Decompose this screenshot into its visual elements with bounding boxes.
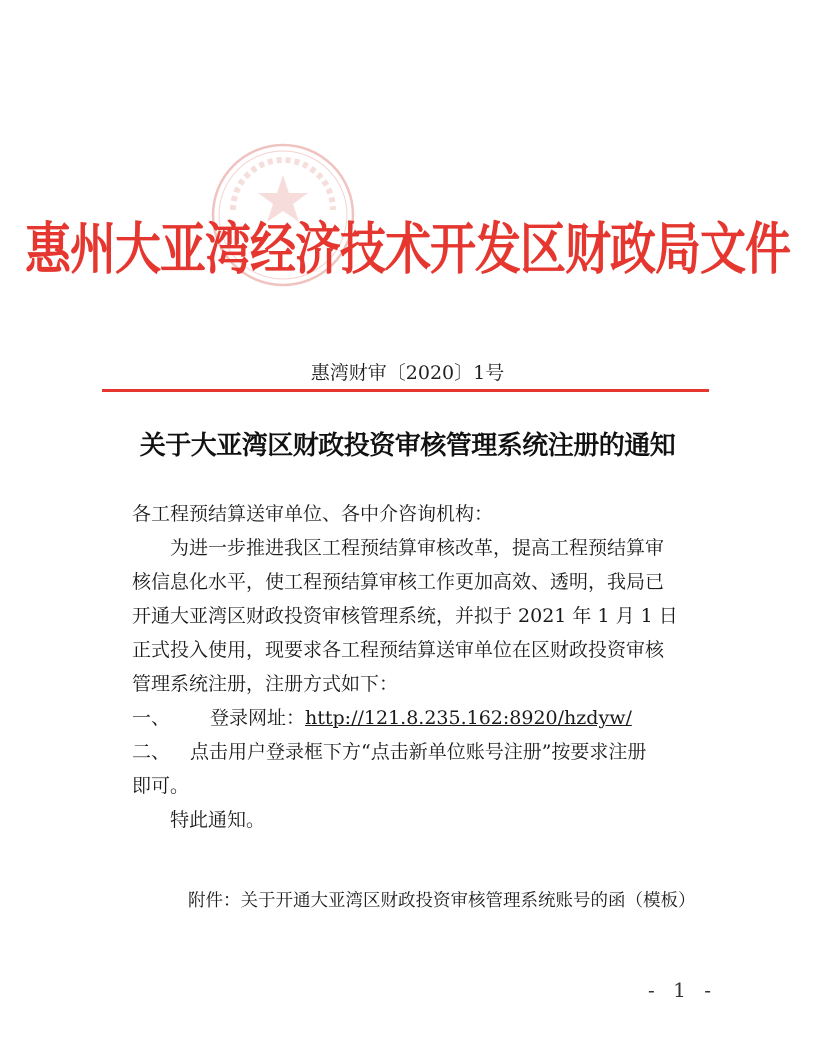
item-2-text: 点击用户登录框下方“点击新单位账号注册”按要求注册 xyxy=(190,741,647,763)
list-item-1 xyxy=(132,701,712,735)
document-number: 惠湾财审〔2020〕1号 xyxy=(310,362,505,384)
paragraph-line-2: 核信息化水平，使工程预结算审核工作更加高效、透明，我局已 xyxy=(132,571,665,593)
notice-body xyxy=(132,497,712,837)
item-2-label: 二、 xyxy=(132,741,171,763)
attachment-line: 附件：关于开通大亚湾区财政投资审核管理系统账号的函（模板） xyxy=(188,891,696,911)
recipients-line: 各工程预结算送审单位、各中介咨询机构： xyxy=(132,503,494,525)
list-item-2-continued: 即可。 xyxy=(132,775,190,797)
paragraph-line-3: 开通大亚湾区财政投资审核管理系统，并拟于 2021 年 1 月 1 日 xyxy=(132,605,678,627)
item-1-prefix: 登录网址： xyxy=(210,707,306,729)
closing-line: 特此通知。 xyxy=(170,809,266,831)
issuer-header-title: 惠州大亚湾经济技术开发区财政局文件 xyxy=(25,215,790,282)
paragraph-line-5: 管理系统注册，注册方式如下： xyxy=(132,673,399,695)
page-number: - 1 - xyxy=(648,978,717,1002)
notice-title: 关于大亚湾区财政投资审核管理系统注册的通知 xyxy=(139,431,676,461)
paragraph-line-1: 为进一步推进我区工程预结算审核改革，提高工程预结算审 xyxy=(170,537,665,559)
item-1-label: 一、 xyxy=(132,707,171,729)
paragraph-line-4: 正式投入使用，现要求各工程预结算送审单位在区财政投资审核 xyxy=(132,639,665,661)
list-item-2 xyxy=(132,735,712,769)
login-url-link[interactable]: http://121.8.235.162:8920/hzdyw/ xyxy=(305,707,632,729)
red-divider-line xyxy=(102,389,709,392)
